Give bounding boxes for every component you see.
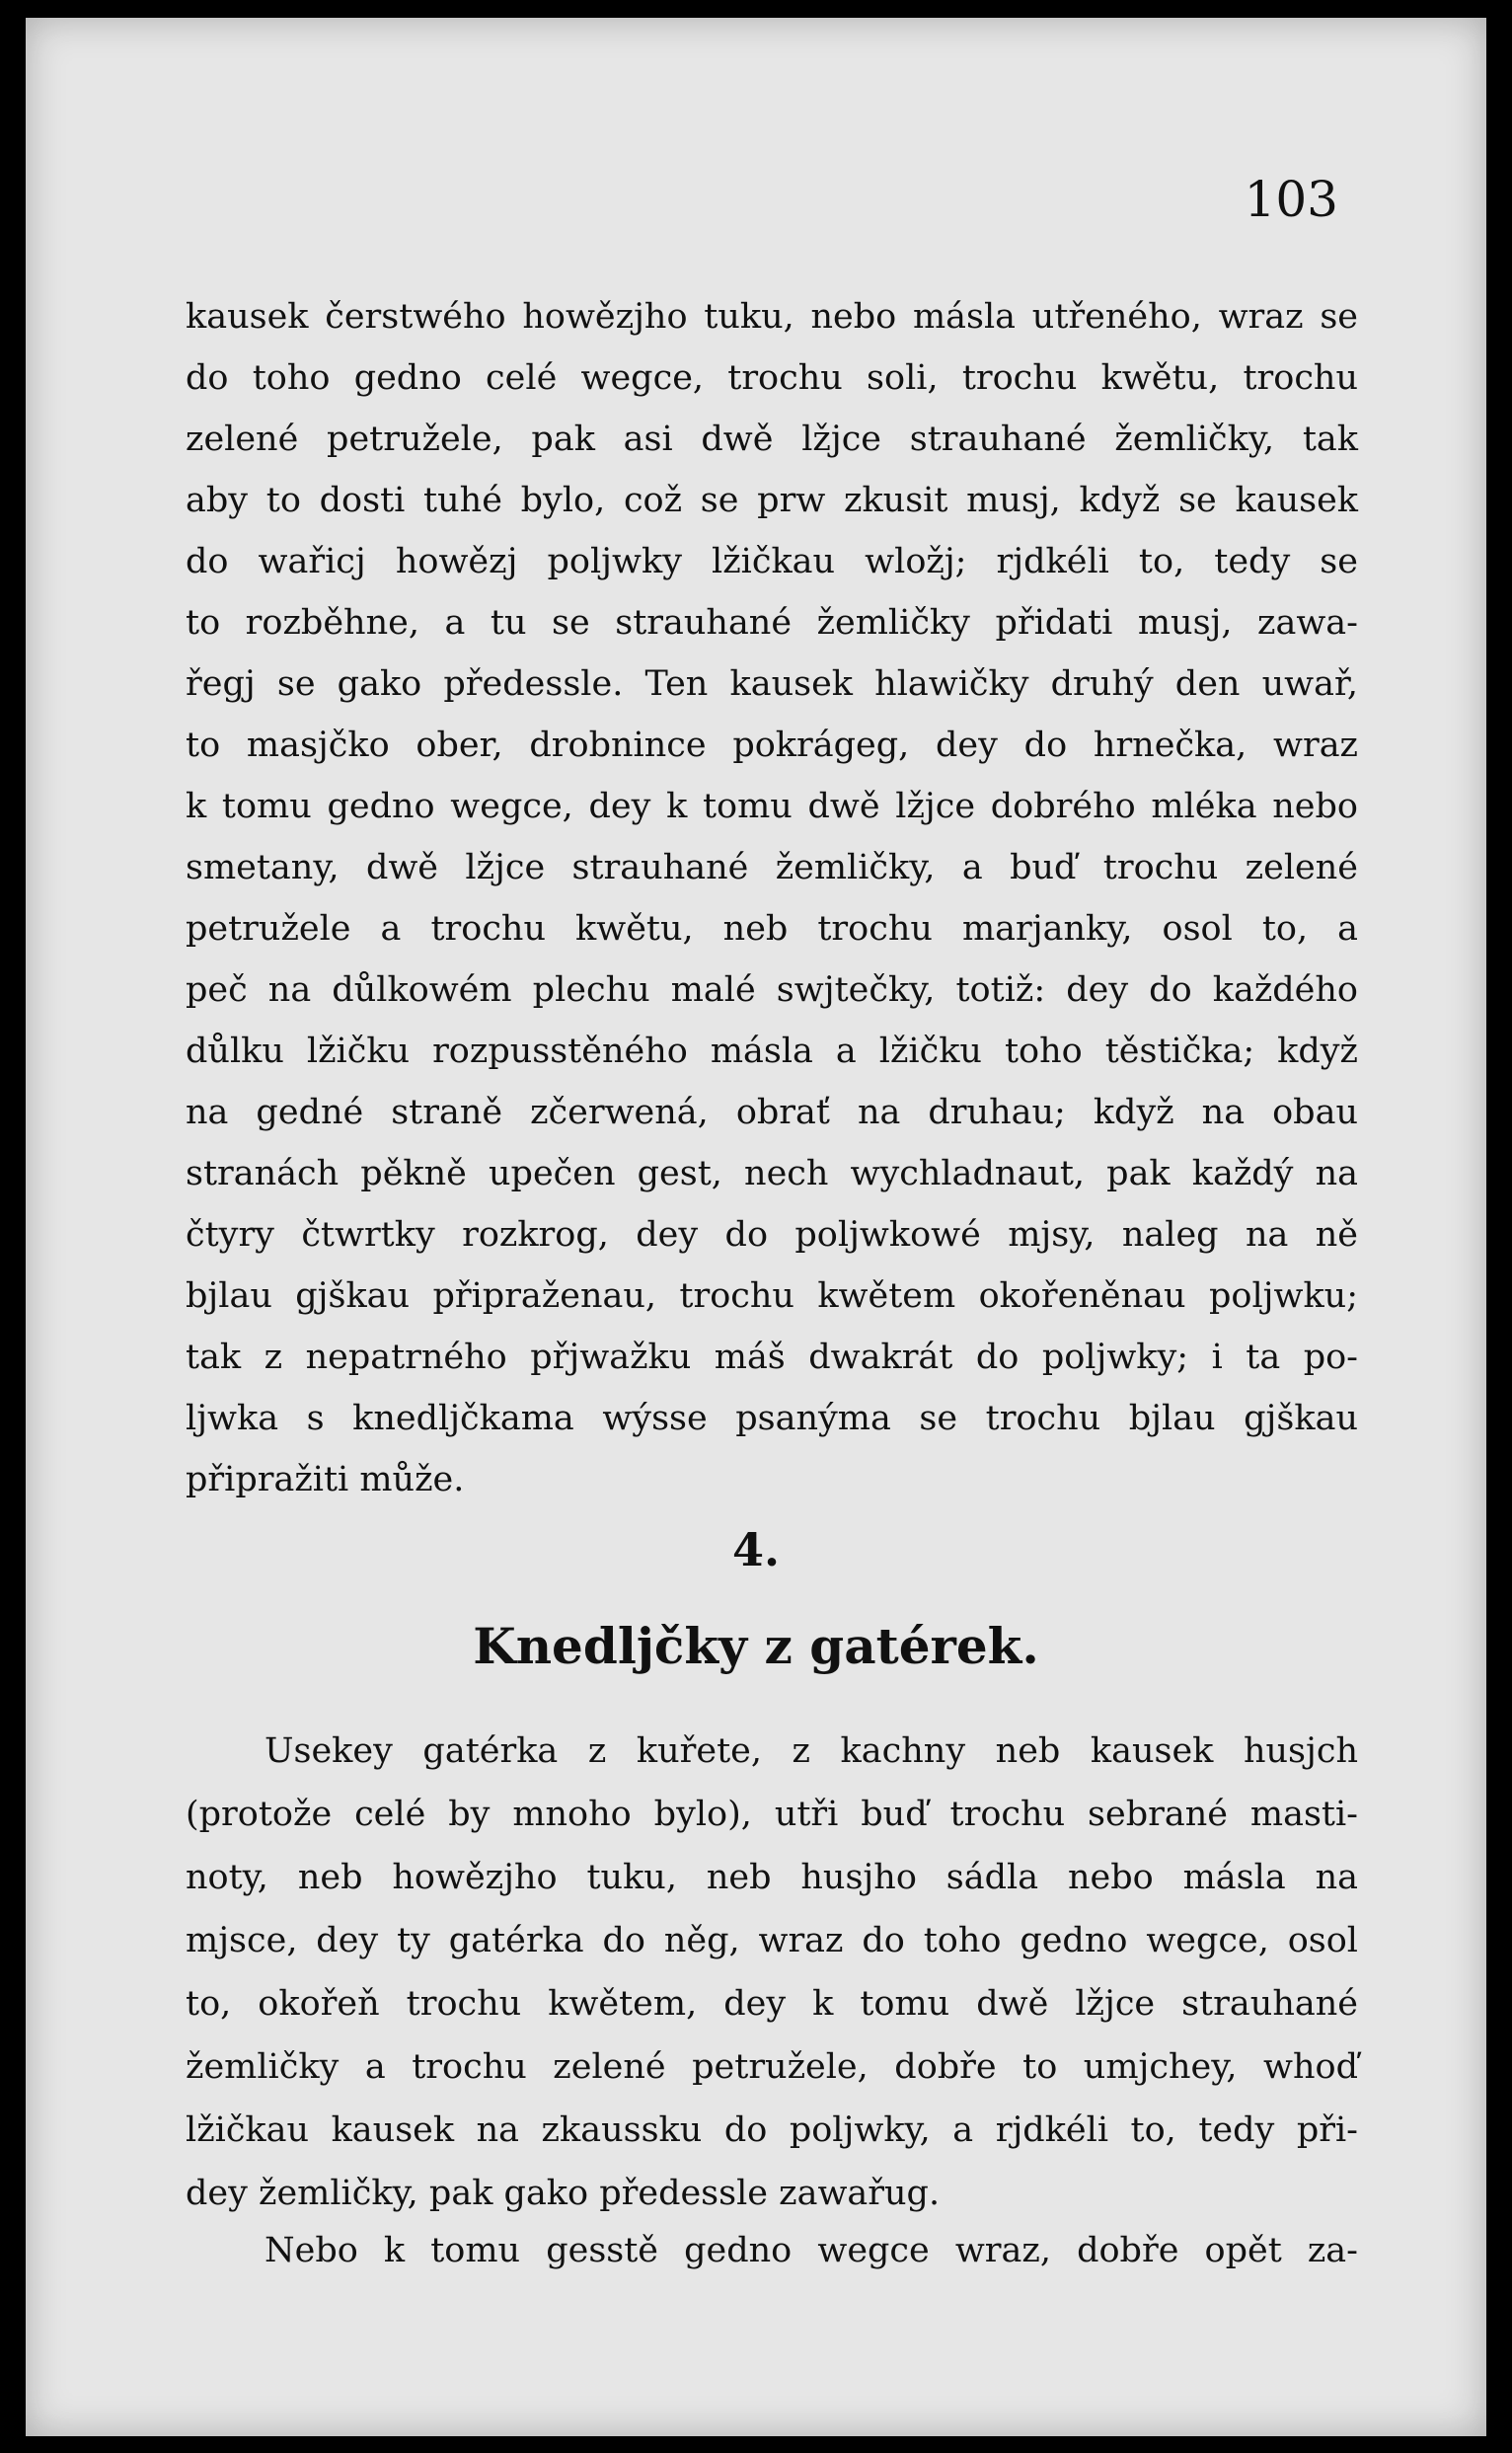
text-line: lžičkau kausek na zkaussku do poljwky, a rjdkéli to, tedy při- bbox=[186, 2110, 1358, 2150]
text-line: Usekey gatérka z kuřete, z kachny neb kausek husjch bbox=[265, 1731, 1358, 1771]
text-line: žemličky a trochu zelené petružele, dobře to umjchey, whoď bbox=[186, 2047, 1358, 2087]
text-line: dey žemličky, pak gako předessle zawařug. bbox=[186, 2174, 941, 2213]
text-line: kausek čerstwého howězjho tuku, nebo másla utřeného, wraz se bbox=[186, 297, 1358, 337]
page-number: 103 bbox=[1244, 171, 1338, 228]
text-line: zelené petružele, pak asi dwě lžjce strauhané žemličky, tak bbox=[186, 420, 1358, 459]
text-line: smetany, dwě lžjce strauhané žemličky, a buď trochu zelené bbox=[186, 848, 1358, 887]
book-page bbox=[26, 18, 1486, 2436]
text-line: důlku lžičku rozpusstěného másla a lžičku toho těstička; když bbox=[186, 1032, 1358, 1071]
text-line: (protože celé by mnoho bylo), utři buď trochu sebrané masti- bbox=[186, 1795, 1358, 1834]
text-line: stranách pěkně upečen gest, nech wychladnaut, pak každý na bbox=[186, 1154, 1358, 1193]
paragraph-3 bbox=[186, 2219, 1358, 2282]
text-line: do toho gedno celé wegce, trochu soli, trochu kwětu, trochu bbox=[186, 358, 1358, 398]
text-line: na gedné straně zčerwená, obrať na druhau; když na obau bbox=[186, 1093, 1358, 1132]
text-line: noty, neb howězjho tuku, neb husjho sádla nebo másla na bbox=[186, 1858, 1358, 1897]
section-title: Knedljčky z gatérek. bbox=[473, 1617, 1039, 1675]
text-line: čtyry čtwrtky rozkrog, dey do poljwkowé mjsy, naleg na ně bbox=[186, 1215, 1358, 1255]
text-line: tak z nepatrného přjwažku máš dwakrát do poljwky; i ta po- bbox=[186, 1338, 1358, 1377]
text-line: připražiti může. bbox=[186, 1460, 465, 1499]
text-line: bjlau gjškau připraženau, trochu kwětem okořeněnau poljwku; bbox=[186, 1276, 1358, 1316]
text-line: to rozběhne, a tu se strauhané žemličky přidati musj, zawa- bbox=[186, 603, 1358, 643]
text-line: mjsce, dey ty gatérka do něg, wraz do toho gedno wegce, osol bbox=[186, 1921, 1358, 1960]
text-line: to, okořeň trochu kwětem, dey k tomu dwě lžjce strauhané bbox=[186, 1984, 1358, 2024]
text-line: do wařicj howězj poljwky lžičkau wložj; rjdkéli to, tedy se bbox=[186, 542, 1358, 581]
section-number: 4. bbox=[731, 1523, 781, 1576]
text-line: Nebo k tomu gesstě gedno wegce wraz, dobře opět za- bbox=[265, 2231, 1358, 2270]
text-line: ljwka s knedljčkama wýsse psanýma se trochu bjlau gjškau bbox=[186, 1399, 1358, 1438]
text-line: k tomu gedno wegce, dey k tomu dwě lžjce dobrého mléka nebo bbox=[186, 787, 1358, 826]
text-line: to masjčko ober, drobnince pokrágeg, dey do hrnečka, wraz bbox=[186, 726, 1358, 765]
text-line: řegj se gako předessle. Ten kausek hlawičky druhý den uwař, bbox=[186, 664, 1358, 704]
paragraph-1 bbox=[186, 286, 1358, 1510]
text-line: aby to dosti tuhé bylo, což se prw zkusit musj, když se kausek bbox=[186, 481, 1358, 520]
text-line: peč na důlkowém plechu malé swjtečky, totiž: dey do každého bbox=[186, 970, 1358, 1010]
paragraph-2 bbox=[186, 1720, 1358, 2225]
text-line: petružele a trochu kwětu, neb trochu marjanky, osol to, a bbox=[186, 909, 1358, 949]
